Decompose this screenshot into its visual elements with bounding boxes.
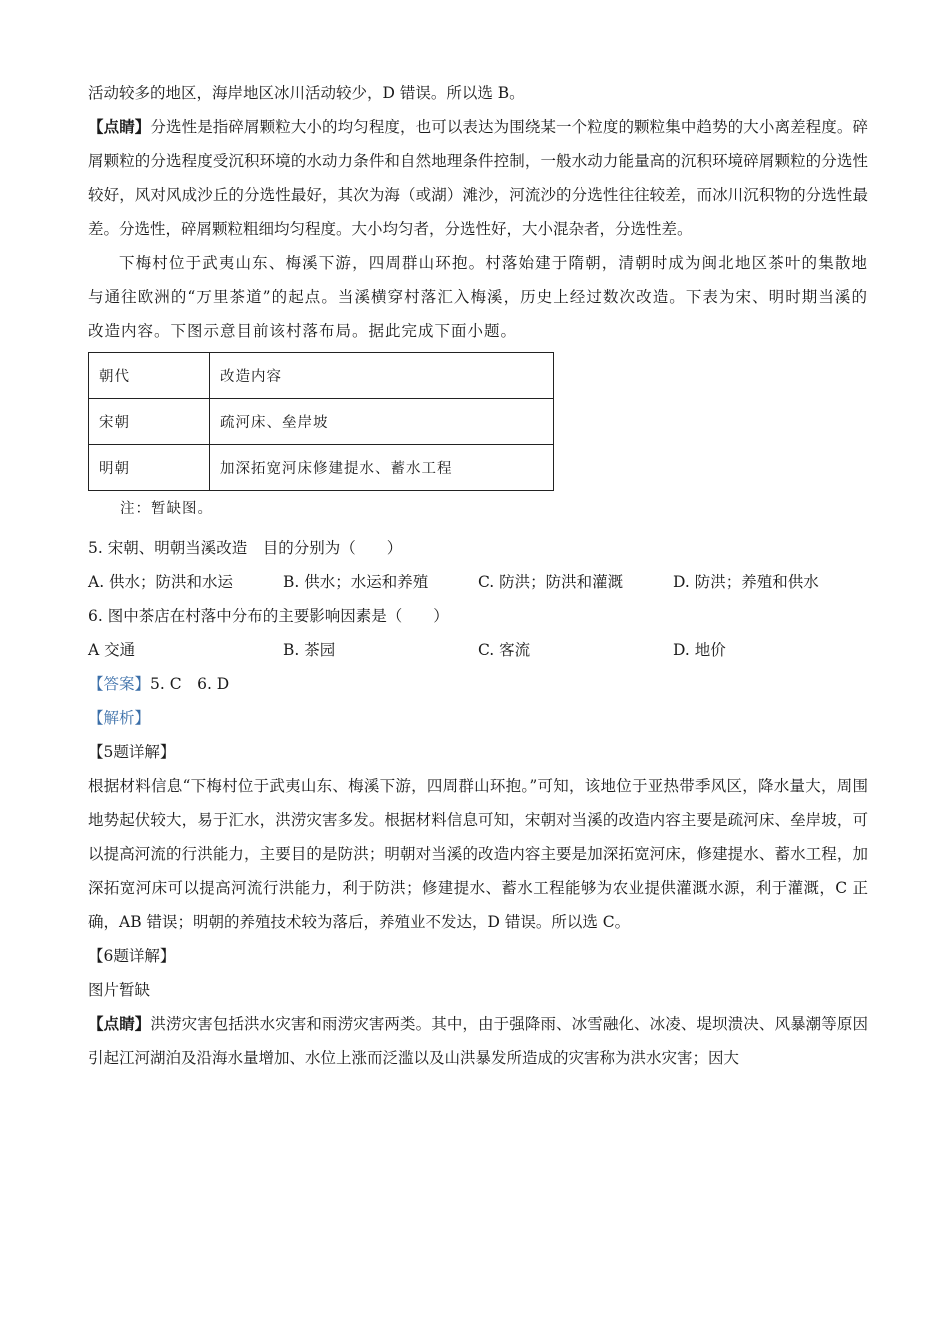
prev-answer-tail: 活动较多的地区，海岸地区冰川活动较少，D 错误。所以选 B。: [88, 84, 525, 102]
answer-line: [88, 667, 868, 701]
q6-option-d: D. 地价: [673, 641, 726, 659]
reform-table: [88, 352, 554, 491]
table-header-content: 改造内容: [210, 353, 554, 399]
q5-detail-text: 根据材料信息“下梅村位于武夷山东、梅溪下游，四周群山环抱。”可知，该地位于亚热带季风区，降水量大，周围地势起伏较大，易于汇水，洪涝灾害多发。根据材料信息可知，宋朝对当溪的改造内容主要是疏河床、垒岸坡，可以提高河流的行洪能力，主要目的是防洪；明朝对当溪的改造内容主要是加深拓宽河床，修建提水、蓄水工程，加深拓宽河床可以提高河流行洪能力，利于防洪；修建提水、蓄水工程能够为农业提供灌溉水源，利于灌溉，C 正确，AB 错误；明朝的养殖技术较为落后，养殖业不发达，D 错误。所以选 C。: [88, 777, 868, 931]
answer-tag: 【答案】: [88, 675, 151, 693]
q6-detail-text: 图片暂缺: [88, 981, 151, 999]
table-row: [89, 445, 554, 491]
material-paragraph: 下梅村位于武夷山东、梅溪下游，四周群山环抱。村落始建于隋朝，清朝时成为闽北地区茶叶的集散地与通往欧洲的“万里茶道”的起点。当溪横穿村落汇入梅溪，历史上经过数次改造。下表为宋、明时期当溪的改造内容。下图示意目前该村落布局。据此完成下面小题。: [88, 254, 868, 340]
table-cell-dynasty: 宋朝: [89, 399, 210, 445]
q6-options: [88, 633, 868, 667]
q6-stem: 6. 图中茶店在村落中分布的主要影响因素是（ ）: [88, 607, 449, 625]
dianjing-text: 洪涝灾害包括洪水灾害和雨涝灾害两类。其中，由于强降雨、冰雪融化、冰凌、堤坝溃决、风暴潮等原因引起江河湖泊及沿海水量增加、水位上涨而泛滥以及山洪暴发所造成的灾害称为洪水灾害；因大: [88, 1015, 868, 1067]
table-cell-content: 加深拓宽河床修建提水、蓄水工程: [210, 445, 554, 491]
answer-text: 5. C 6. D: [150, 675, 230, 693]
document-page: [88, 76, 868, 1075]
q5-option-a: A. 供水；防洪和水运: [88, 573, 234, 591]
dianjing-tag: 【点睛】: [88, 1014, 151, 1033]
q5-option-d: D. 防洪；养殖和供水: [673, 573, 819, 591]
q5-stem: 5. 宋朝、明朝当溪改造 目的分别为（ ）: [88, 539, 403, 557]
q6-option-b: B. 茶园: [283, 641, 336, 659]
q5-detail-tag: 【5题详解】: [88, 743, 176, 761]
table-cell-content: 疏河床、垒岸坡: [210, 399, 554, 445]
q6-detail-tag: 【6题详解】: [88, 947, 176, 965]
q6-option-c: C. 客流: [478, 641, 531, 659]
q6-option-a: A 交通: [88, 641, 136, 659]
analysis-tag: 【解析】: [88, 709, 151, 727]
dianjing-paragraph: [88, 1007, 868, 1075]
q5-option-b: B. 供水；水运和养殖: [283, 573, 429, 591]
table-row: [89, 399, 554, 445]
q5-options: [88, 565, 868, 599]
figure-missing-note: 注：暂缺图。: [120, 501, 213, 517]
table-cell-dynasty: 明朝: [89, 445, 210, 491]
prev-dianjing-tag: 【点睛】: [88, 117, 151, 136]
table-header-dynasty: 朝代: [89, 353, 210, 399]
q5-option-c: C. 防洪；防洪和灌溉: [478, 573, 624, 591]
prev-dianjing-text: 分选性是指碎屑颗粒大小的均匀程度，也可以表达为围绕某一个粒度的颗粒集中趋势的大小离差程度。碎屑颗粒的分选程度受沉积环境的水动力条件和自然地理条件控制，一般水动力能量高的沉积环境碎屑颗粒的分选性较好，风对风成沙丘的分选性最好，其次为海（或湖）滩沙，河流沙的分选性往往较差，而冰川沉积物的分选性最差。分选性，碎屑颗粒粗细均匀程度。大小均匀者，分选性好，大小混杂者，分选性差。: [88, 118, 868, 238]
prev-dianjing-paragraph: [88, 110, 868, 246]
table-header-row: [89, 353, 554, 399]
